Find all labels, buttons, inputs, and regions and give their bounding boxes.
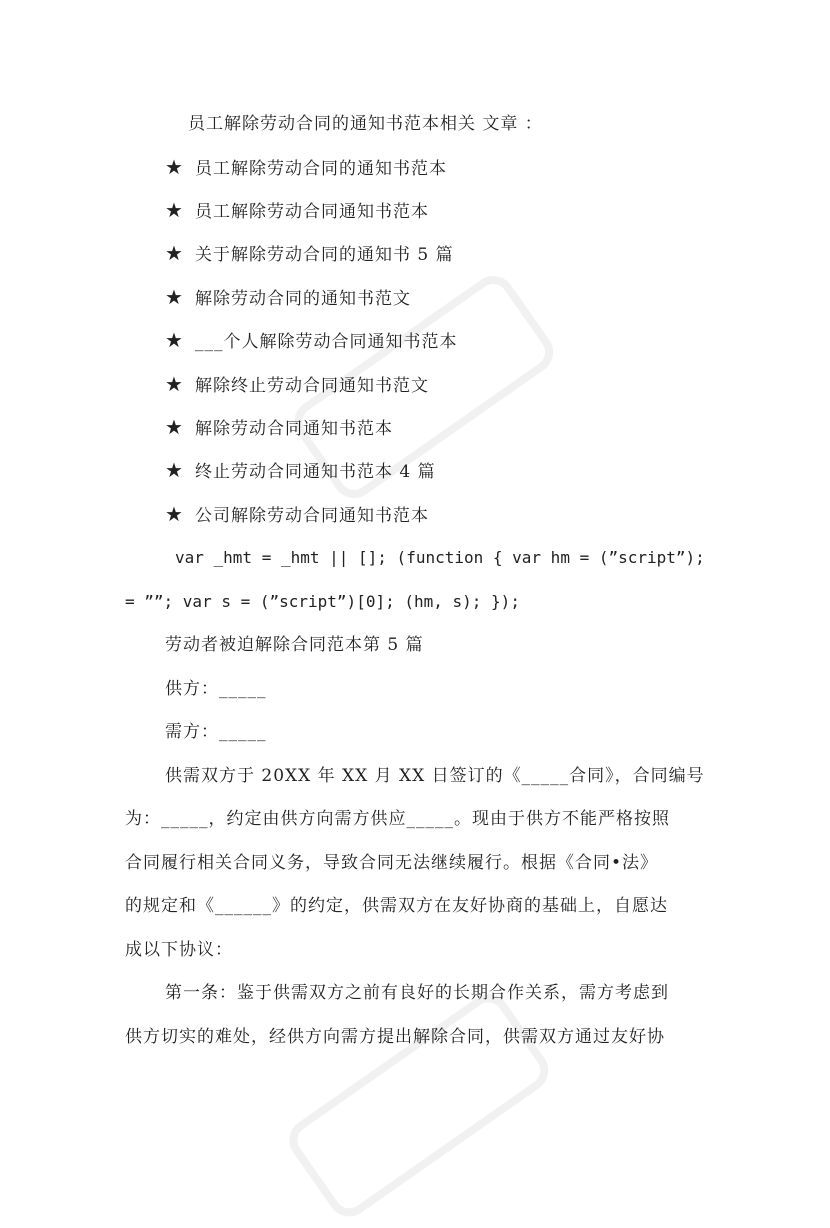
star-icon: ★ [165, 328, 183, 352]
script-text-line-1: var _hmt = _hmt || []; (function { var hm = (”script”); [175, 548, 705, 567]
star-icon: ★ [165, 198, 183, 222]
related-item[interactable] [165, 155, 447, 181]
related-item-label: 解除劳动合同的通知书范文 [195, 289, 411, 309]
star-icon: ★ [165, 415, 183, 439]
star-icon: ★ [165, 285, 183, 309]
related-item[interactable] [165, 285, 411, 311]
paragraph-line: 成以下协议： [125, 940, 233, 960]
star-icon: ★ [165, 241, 183, 265]
star-icon: ★ [165, 502, 183, 526]
related-item-label: ___个人解除劳动合同通知书范本 [195, 332, 458, 352]
related-item[interactable] [165, 372, 429, 398]
related-item-label: 解除终止劳动合同通知书范文 [195, 376, 429, 396]
watermark-logo-bottom [281, 986, 559, 1228]
related-item[interactable] [165, 458, 436, 484]
script-text-line-2: = ””; var s = (”script”)[0]; (hm, s); }); [125, 592, 520, 611]
related-item-label: 员工解除劳动合同通知书范本 [195, 202, 429, 222]
paragraph-line: 第一条：鉴于供需双方之前有良好的长期合作关系，需方考虑到 [165, 983, 669, 1003]
related-item[interactable] [165, 502, 429, 528]
related-item-label: 员工解除劳动合同的通知书范本 [195, 159, 447, 179]
supplier-field: 供方：_____ [165, 679, 267, 699]
related-item[interactable] [165, 241, 454, 267]
buyer-field: 需方：_____ [165, 722, 267, 742]
paragraph-line: 合同履行相关合同义务，导致合同无法继续履行。根据《合同•法》 [125, 853, 659, 873]
star-icon: ★ [165, 372, 183, 396]
paragraph-line: 供方切实的难处，经供方向需方提出解除合同，供需双方通过友好协 [125, 1027, 665, 1047]
related-heading: 员工解除劳动合同的通知书范本相关 文章 ： [188, 114, 543, 134]
related-item-label: 关于解除劳动合同的通知书 5 篇 [195, 245, 454, 265]
related-item[interactable] [165, 328, 458, 354]
star-icon: ★ [165, 458, 183, 482]
related-item-label: 公司解除劳动合同通知书范本 [195, 506, 429, 526]
related-item[interactable] [165, 415, 393, 441]
related-item[interactable] [165, 198, 429, 224]
star-icon: ★ [165, 155, 183, 179]
related-item-label: 解除劳动合同通知书范本 [195, 419, 393, 439]
related-item-label: 终止劳动合同通知书范本 4 篇 [195, 462, 436, 482]
paragraph-line: 为：_____，约定由供方向需方供应_____。现由于供方不能严格按照 [125, 809, 670, 829]
section-title: 劳动者被迫解除合同范本第 5 篇 [165, 635, 424, 655]
paragraph-line: 的规定和《______》的约定，供需双方在友好协商的基础上，自愿达 [125, 896, 668, 916]
paragraph-line: 供需双方于 20XX 年 XX 月 XX 日签订的《_____合同》，合同编号 [165, 766, 705, 786]
